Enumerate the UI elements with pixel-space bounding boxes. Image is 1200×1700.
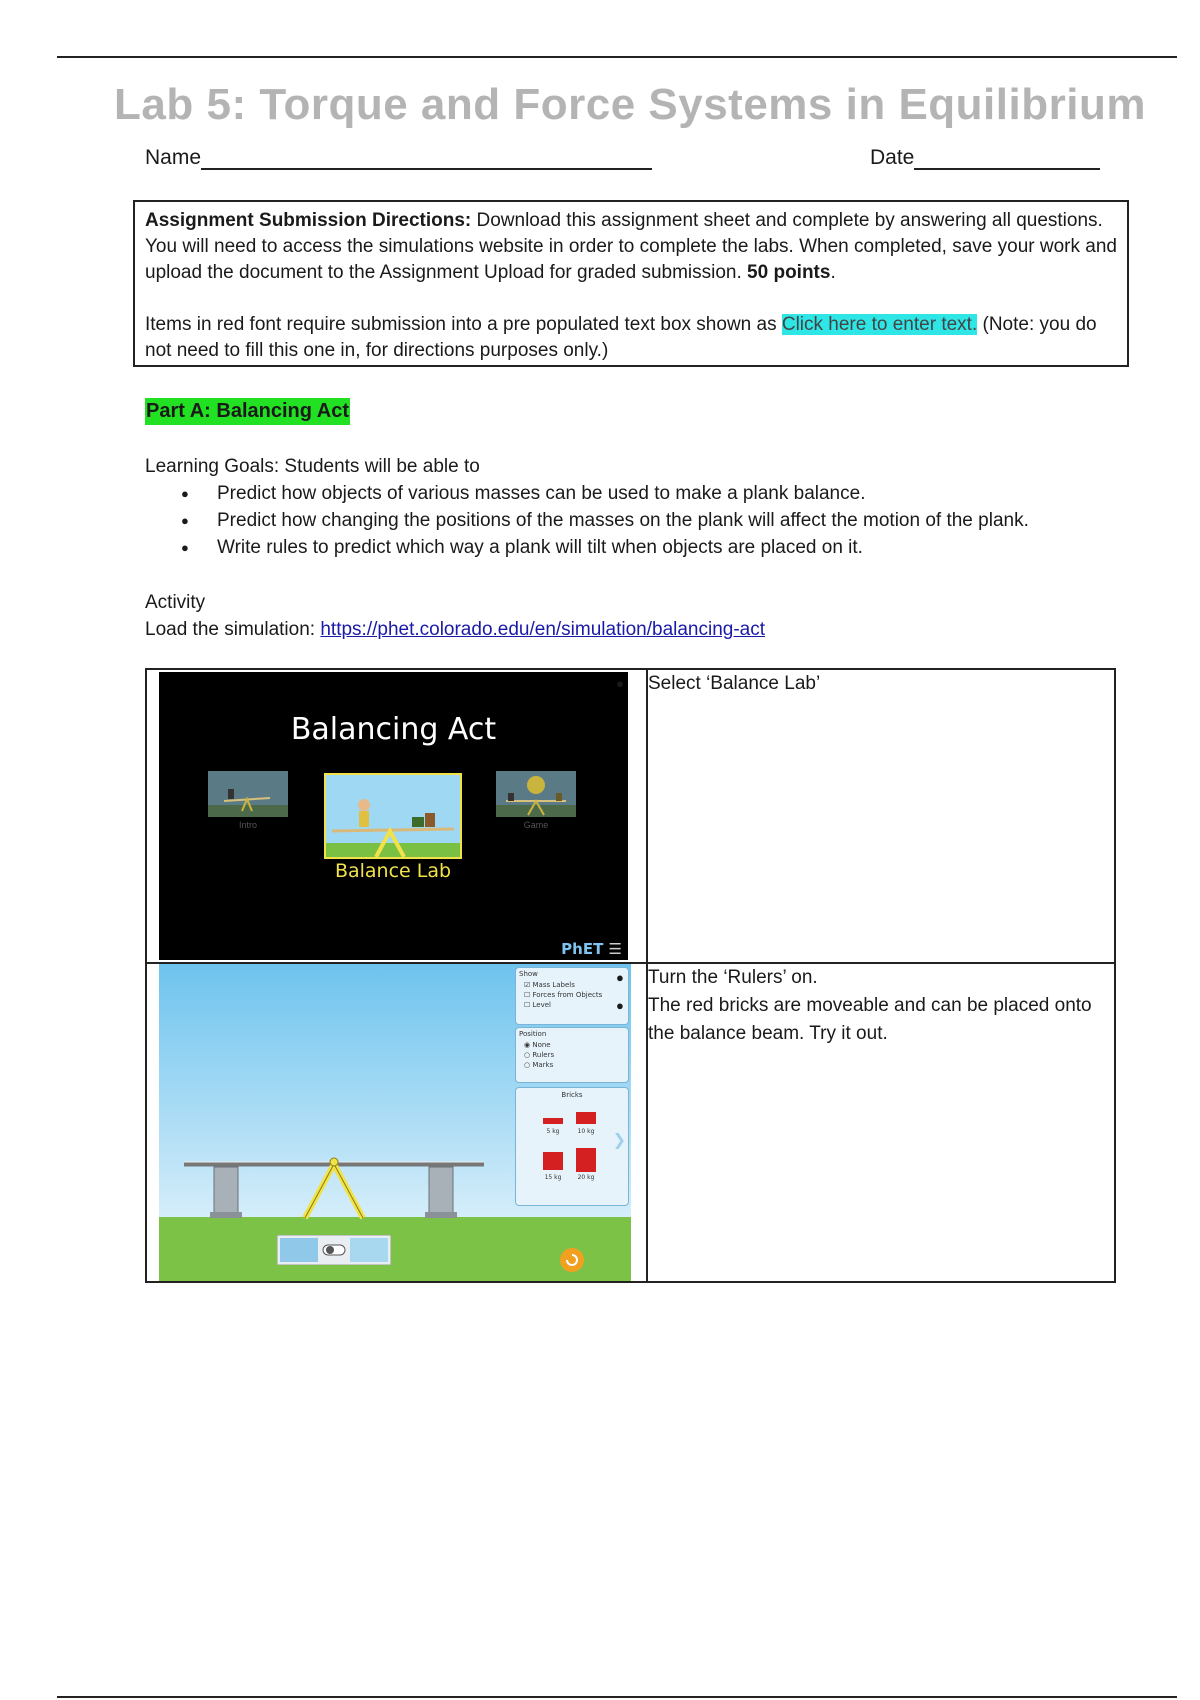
goals-list: [145, 480, 1029, 561]
next-arrow-icon[interactable]: ❯: [612, 1130, 626, 1149]
activity-section: [145, 589, 765, 643]
option-label: Level: [532, 1001, 551, 1009]
note-suffix: (Note: you do not need to fill this one in, for directions purposes only.): [145, 314, 1097, 361]
brick-label: 15 kg: [544, 1174, 562, 1181]
menu-icon[interactable]: ☰: [608, 940, 622, 958]
instruction-item: ● Select ‘Balance Lab’: [648, 670, 1114, 698]
option-level[interactable]: ☐ Level: [524, 1001, 551, 1009]
placeholder-example[interactable]: Click here to enter text.: [781, 314, 978, 335]
bricks-panel: [515, 1087, 629, 1206]
learning-goals: [145, 453, 1029, 561]
directions-paragraph: [145, 208, 1117, 286]
directions-heading: Assignment Submission Directions:: [145, 210, 472, 231]
steps-table: [145, 668, 1116, 1283]
part-a-heading: Part A: Balancing Act: [145, 398, 350, 425]
instructions-list: [648, 964, 1114, 1048]
brick-label: 20 kg: [577, 1174, 595, 1181]
phet-logo: [561, 940, 622, 958]
table-row: [146, 963, 1115, 1282]
phet-brand: PhET: [561, 940, 604, 958]
bricks-title: Bricks: [561, 1091, 583, 1099]
activity-label: Activity: [145, 592, 206, 613]
reset-icon[interactable]: [559, 1247, 585, 1273]
bricks-icons[interactable]: [516, 1106, 628, 1186]
screen-selector[interactable]: [277, 1235, 391, 1265]
app-title: Balancing Act: [290, 712, 497, 747]
brick-label: 10 kg: [577, 1128, 595, 1135]
goal-item: ● Predict how objects of various masses can be used to make a plank balance.: [217, 480, 1029, 507]
directions-text: Download this assignment sheet and complete by answering all questions. You will need to access the simulations website in order to complete the labs. When completed, save your work and upload the document to the Assignment Upload for graded submission.: [145, 210, 1117, 283]
date-field: [870, 146, 1100, 170]
name-field: [145, 146, 652, 170]
radio-marks[interactable]: ○ Marks: [524, 1061, 554, 1069]
game-label[interactable]: Game: [523, 820, 549, 830]
instructions-list: [648, 670, 1114, 698]
instruction-item: ● The red bricks are moveable and can be placed onto the balance beam. Try it out.: [648, 992, 1114, 1048]
instructions-cell: [647, 669, 1115, 963]
note-prefix: Items in red font require submission into a pre populated text box shown as: [145, 314, 782, 335]
top-rule: [57, 56, 1177, 58]
name-line[interactable]: [201, 148, 652, 170]
table-row: [146, 669, 1115, 963]
radio-none[interactable]: ◉ None: [524, 1041, 551, 1049]
instructions-cell: [647, 963, 1115, 1282]
position-panel: [515, 1027, 629, 1083]
start-screen: [159, 672, 628, 960]
load-label: Load the simulation:: [145, 619, 321, 640]
option-mass-labels[interactable]: ☑ Mass Labels: [524, 981, 575, 989]
balance-lab-label[interactable]: Balance Lab: [334, 860, 452, 882]
intro-thumbnail: [208, 771, 288, 817]
goals-intro: Learning Goals: Students will be able to: [145, 456, 480, 477]
brick-label: 5 kg: [546, 1128, 560, 1135]
screenshot-cell: [146, 963, 647, 1282]
option-label: Mass Labels: [532, 981, 575, 989]
directions-points: 50 points: [747, 262, 831, 283]
balance-lab-screenshot: [147, 964, 646, 1281]
option-label: Rulers: [532, 1051, 555, 1059]
directions-note: [145, 312, 1117, 364]
directions-period: .: [830, 262, 836, 283]
directions-box: [133, 200, 1129, 367]
balance-lab-thumbnail[interactable]: [324, 773, 462, 859]
game-thumbnail: [496, 771, 576, 817]
show-title: Show: [519, 970, 538, 978]
option-label: Forces from Objects: [532, 991, 603, 999]
simulation-link[interactable]: https://phet.colorado.edu/en/simulation/balancing-act: [320, 619, 766, 640]
load-line: [145, 616, 765, 643]
option-label: None: [532, 1041, 551, 1049]
position-title: Position: [519, 1030, 547, 1038]
date-label: Date: [870, 146, 915, 169]
radio-rulers[interactable]: ○ Rulers: [524, 1051, 555, 1059]
balance-lab-screen: [159, 964, 631, 1281]
goal-item: ● Write rules to predict which way a plank will tilt when objects are placed on it.: [217, 534, 1029, 561]
option-label: Marks: [532, 1061, 554, 1069]
show-panel: [515, 967, 629, 1025]
goal-item: ● Predict how changing the positions of the masses on the plank will affect the motion of the plank.: [217, 507, 1029, 534]
page-title: Lab 5: Torque and Force Systems in Equilibrium: [114, 80, 1146, 129]
name-label: Name: [145, 146, 202, 169]
date-line[interactable]: [914, 148, 1100, 170]
screenshot-cell: [146, 669, 647, 963]
instruction-item: ● Turn the ‘Rulers’ on.: [648, 964, 1114, 992]
bottom-rule: [57, 1696, 1177, 1698]
intro-label[interactable]: Intro: [238, 820, 257, 830]
option-forces[interactable]: ☐ Forces from Objects: [524, 991, 603, 999]
start-screen-screenshot: [147, 670, 646, 962]
